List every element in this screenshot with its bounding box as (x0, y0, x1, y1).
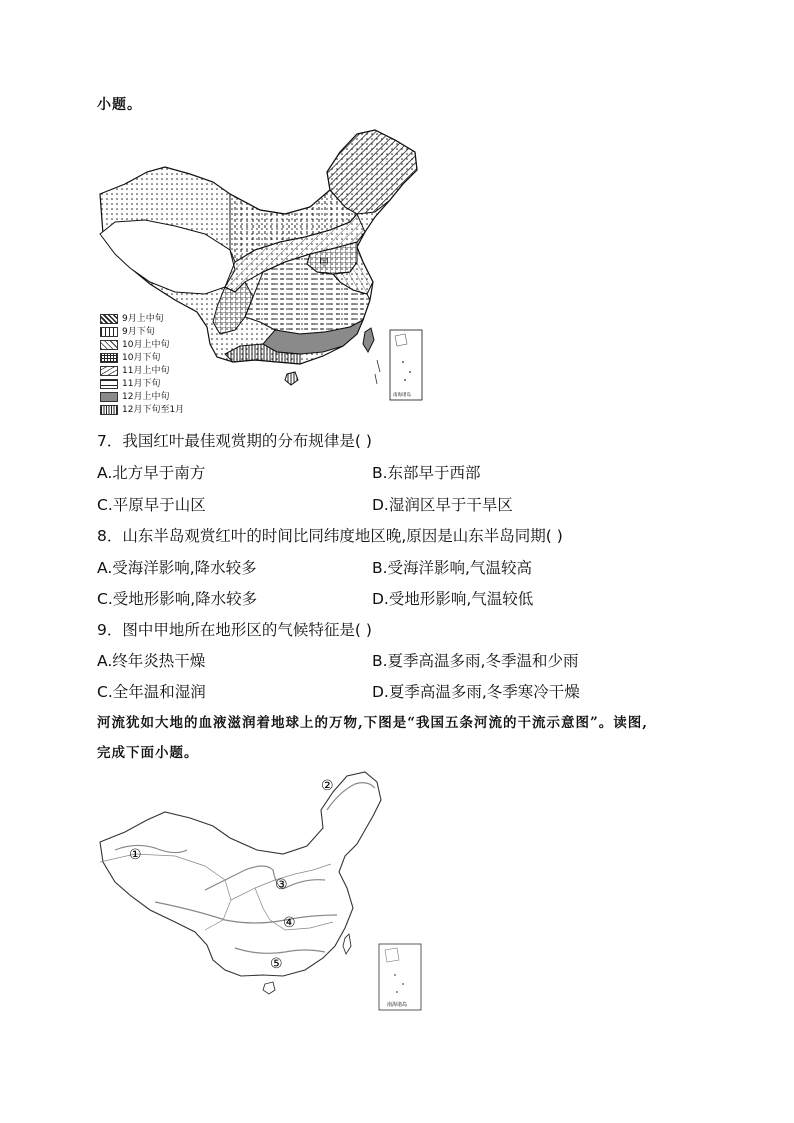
legend-swatch-1 (100, 314, 118, 324)
legend-label: 9月上中旬 (122, 314, 164, 324)
question-7-option-c[interactable]: C.平原早于山区 (97, 496, 206, 514)
map2-south-china-sea-inset (379, 944, 421, 1010)
question-7-option-a[interactable]: A.北方早于南方 (97, 464, 206, 482)
legend-label: 9月下旬 (122, 327, 155, 337)
river-label-2: ② (321, 778, 334, 794)
question-9-option-d[interactable]: D.夏季高温多雨,冬季寒冷干燥 (372, 683, 580, 701)
map1-label-jia: 甲 (319, 258, 329, 269)
legend-swatch-4 (100, 353, 118, 363)
map1-inset-label: 南海诸岛 (393, 393, 411, 398)
question-9-option-a[interactable]: A.终年炎热干燥 (97, 652, 206, 670)
question-8-option-d[interactable]: D.受地形影响,气温较低 (372, 590, 534, 608)
intro-text-rivers-line2: 完成下面小题。 (97, 745, 199, 761)
river-label-1: ① (129, 847, 142, 863)
legend-label: 11月上中旬 (122, 366, 170, 376)
legend-swatch-3 (100, 340, 118, 350)
legend-swatch-2 (100, 327, 118, 337)
question-8-stem: 8．山东半岛观赏红叶的时间比同纬度地区晚,原因是山东半岛同期( ) (97, 527, 563, 545)
question-8-option-a[interactable]: A.受海洋影响,降水较多 (97, 559, 257, 577)
intro-text-rivers-line1: 河流犹如大地的血液滋润着地球上的万物,下图是“我国五条河流的干流示意图”。读图, (97, 715, 648, 731)
legend-swatch-6 (100, 379, 118, 389)
river-label-5: ⑤ (270, 956, 283, 972)
river-label-3: ③ (275, 877, 288, 893)
legend-swatch-7 (100, 392, 118, 402)
legend-label: 11月下旬 (122, 379, 161, 389)
intro-text: 小题。 (97, 97, 142, 113)
legend-label: 10月上中旬 (122, 340, 170, 350)
question-7-option-d[interactable]: D.湿润区早于干旱区 (372, 496, 513, 514)
legend-label: 12月上中旬 (122, 392, 170, 402)
question-9-option-b[interactable]: B.夏季高温多雨,冬季温和少雨 (372, 652, 579, 670)
legend-label: 10月下旬 (122, 353, 161, 363)
question-9-option-c[interactable]: C.全年温和湿润 (97, 683, 206, 701)
legend-swatch-8 (100, 405, 118, 415)
question-7-option-b[interactable]: B.东部早于西部 (372, 464, 481, 482)
legend-label: 12月下旬至1月 (122, 405, 185, 415)
river-label-4: ④ (283, 915, 296, 931)
question-7-stem: 7．我国红叶最佳观赏期的分布规律是( ) (97, 432, 372, 450)
map-five-rivers (95, 770, 425, 1016)
map2-country-outline (100, 772, 381, 976)
question-8-option-b[interactable]: B.受海洋影响,气温较高 (372, 559, 532, 577)
question-9-stem: 9．图中甲地所在地形区的气候特征是( ) (97, 621, 372, 639)
question-8-option-c[interactable]: C.受地形影响,降水较多 (97, 590, 258, 608)
map2-inset-label: 南海诸岛 (387, 1002, 408, 1008)
legend-swatch-5 (100, 366, 118, 376)
